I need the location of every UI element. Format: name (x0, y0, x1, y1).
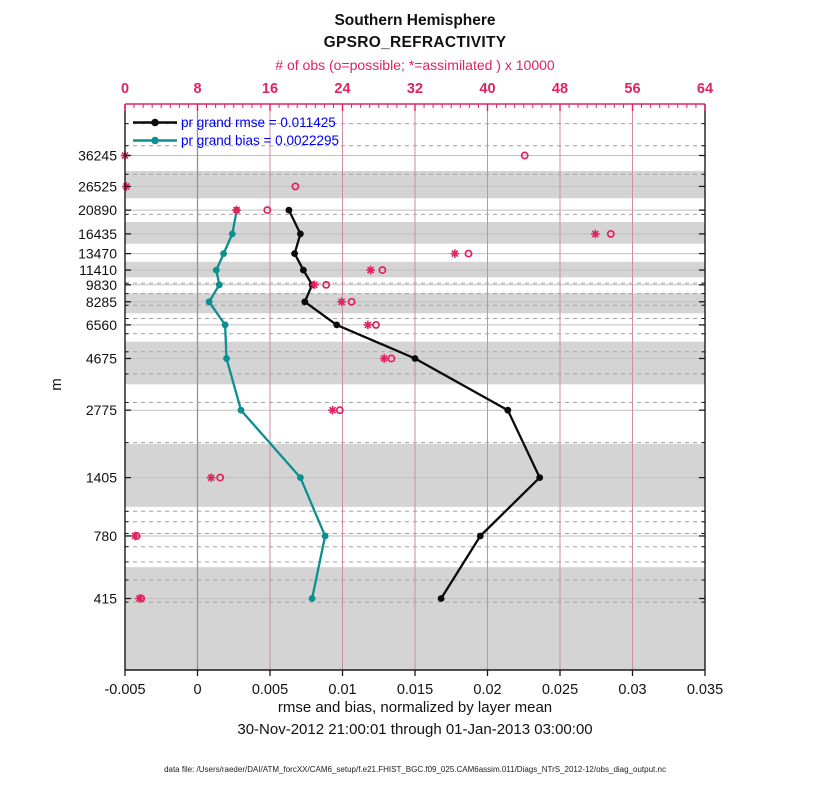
svg-text:0.015: 0.015 (396, 682, 434, 698)
svg-text:415: 415 (93, 590, 117, 607)
svg-text:16435: 16435 (78, 225, 117, 242)
svg-text:8: 8 (193, 81, 202, 97)
svg-text:24: 24 (334, 81, 351, 97)
svg-text:56: 56 (624, 81, 641, 97)
svg-text:0.02: 0.02 (473, 682, 502, 698)
svg-text:0.01: 0.01 (328, 682, 357, 698)
svg-text:32: 32 (406, 81, 424, 97)
svg-text:16: 16 (261, 81, 279, 97)
svg-text:1405: 1405 (85, 469, 117, 486)
date-range-label: 30-Nov-2012 21:00:01 through 01-Jan-2013 03:00:00 (237, 721, 593, 738)
x-axis-label: rmse and bias, normalized by layer mean (277, 699, 553, 716)
legend-entry-rmse: pr grand rmse = 0.011425 (181, 115, 336, 130)
svg-text:0.005: 0.005 (251, 682, 289, 698)
svg-text:0: 0 (120, 81, 130, 97)
svg-text:20890: 20890 (78, 202, 117, 219)
svg-text:780: 780 (93, 528, 117, 544)
svg-text:48: 48 (551, 81, 569, 97)
svg-text:8285: 8285 (85, 293, 117, 310)
svg-text:0.03: 0.03 (618, 682, 647, 698)
svg-text:-0.005: -0.005 (104, 682, 146, 698)
top-axis-label: # of obs (o=possible; *=assimilated ) x 10000 (275, 57, 555, 73)
svg-text:40: 40 (479, 81, 496, 97)
chart-subtitle: GPSRO_REFRACTIVITY (323, 34, 507, 51)
bottom-ticks (104, 670, 723, 698)
svg-text:4675: 4675 (85, 350, 117, 367)
svg-text:6560: 6560 (85, 316, 117, 333)
legend-entry-bias: pr grand bias = 0.0022295 (181, 133, 339, 148)
y-axis-label: m (47, 378, 65, 391)
svg-text:11410: 11410 (79, 262, 117, 279)
svg-text:2775: 2775 (85, 402, 117, 419)
svg-text:9830: 9830 (85, 276, 117, 293)
svg-text:13470: 13470 (78, 245, 117, 262)
top-ticks (121, 81, 713, 111)
legend-samples (133, 119, 177, 145)
svg-text:0.035: 0.035 (686, 682, 724, 698)
svg-text:36245: 36245 (78, 147, 117, 164)
data-file-caption: data file: /Users/raeder/DAI/ATM_forcXX/CAM6_setup/f.e21.FHIST_BGC.f09_025.CAM6assim.011/Diags_NTrS_2012-12/obs_diag_output.nc (164, 765, 666, 774)
svg-text:64: 64 (696, 81, 714, 97)
svg-text:0: 0 (193, 682, 202, 698)
chart-title: Southern Hemisphere (334, 12, 496, 29)
svg-text:0.025: 0.025 (541, 682, 579, 698)
svg-text:26525: 26525 (78, 178, 117, 195)
